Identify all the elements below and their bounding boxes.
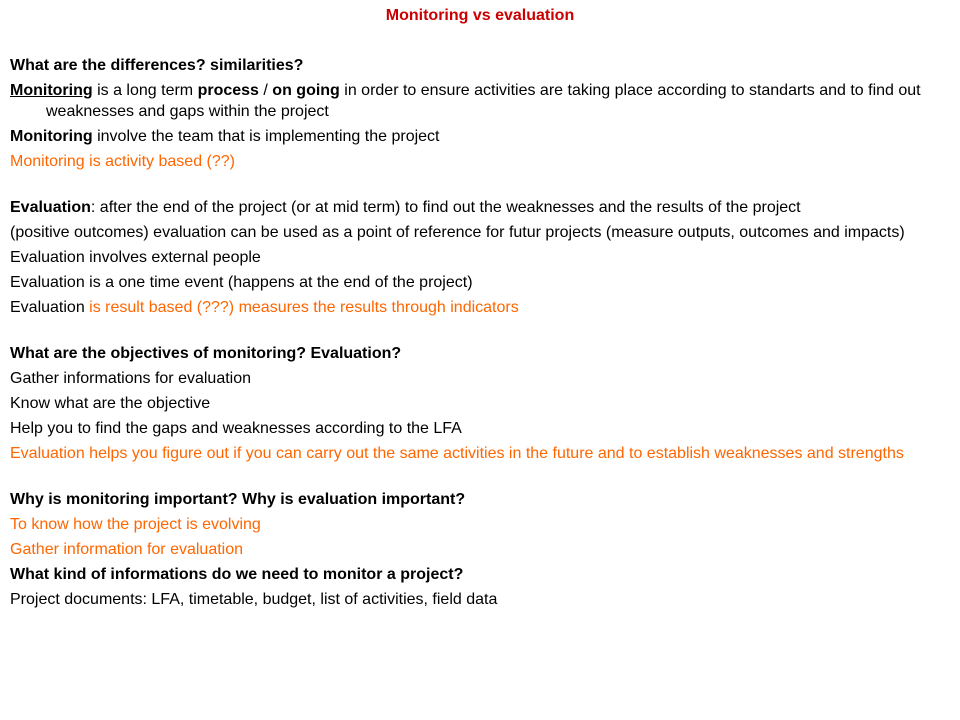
- evaluation-term: Evaluation: [10, 199, 91, 216]
- monitoring-definition: [10, 80, 950, 122]
- objective-item: Know what are the objective: [10, 395, 211, 412]
- information-item: Project documents: LFA, timetable, budget, list of activities, field data: [10, 591, 498, 608]
- spacer: [10, 468, 950, 489]
- text-segment: is a long term: [92, 82, 198, 99]
- question-objectives: What are the objectives of monitoring? Evaluation?: [10, 345, 402, 362]
- text-segment-accent: is result based (???) measures the results through indicators: [89, 299, 519, 316]
- spacer: [10, 176, 950, 197]
- monitoring-team: [10, 126, 950, 147]
- monitoring-term: Monitoring: [10, 128, 93, 145]
- monitoring-activity-based: Monitoring is activity based (??): [10, 153, 235, 170]
- text-segment: : after the end of the project (or at mid term) to find out the weaknesses and the results of the project: [90, 199, 801, 216]
- text-segment: involve the team that is implementing the project: [92, 128, 440, 145]
- evaluation-one-time: Evaluation is a one time event (happens at the end of the project): [10, 274, 473, 291]
- importance-item: Gather information for evaluation: [10, 541, 244, 558]
- evaluation-result-based: [10, 297, 950, 318]
- importance-item: To know how the project is evolving: [10, 516, 261, 533]
- question-differences: What are the differences? similarities?: [10, 57, 304, 74]
- slide-title: Monitoring vs evaluation: [385, 7, 575, 24]
- evaluation-external: Evaluation involves external people: [10, 249, 261, 266]
- monitoring-term: Monitoring: [10, 82, 93, 99]
- spacer: [10, 322, 950, 343]
- text-segment: in order to ensure activities are taking place according to standarts and to find out weaknesses and gaps within the project: [46, 82, 921, 120]
- slide-body: [10, 55, 950, 614]
- evaluation-reference: (positive outcomes) evaluation can be used as a point of reference for futur projects (measure outputs, outcomes and impacts): [10, 224, 905, 241]
- text-segment: /: [258, 82, 273, 99]
- evaluation-term: Evaluation: [10, 299, 90, 316]
- question-information: What kind of informations do we need to monitor a project?: [10, 566, 464, 583]
- objective-item: Gather informations for evaluation: [10, 370, 252, 387]
- text-segment-bold: process: [197, 82, 259, 99]
- objective-item: Evaluation helps you figure out if you can carry out the same activities in the future and to establish weaknesses and strengths: [10, 445, 904, 462]
- evaluation-definition: [10, 197, 950, 218]
- question-importance: Why is monitoring important? Why is evaluation important?: [10, 491, 466, 508]
- text-segment-bold: on going: [272, 82, 340, 99]
- objective-item: Help you to find the gaps and weaknesses according to the LFA: [10, 420, 462, 437]
